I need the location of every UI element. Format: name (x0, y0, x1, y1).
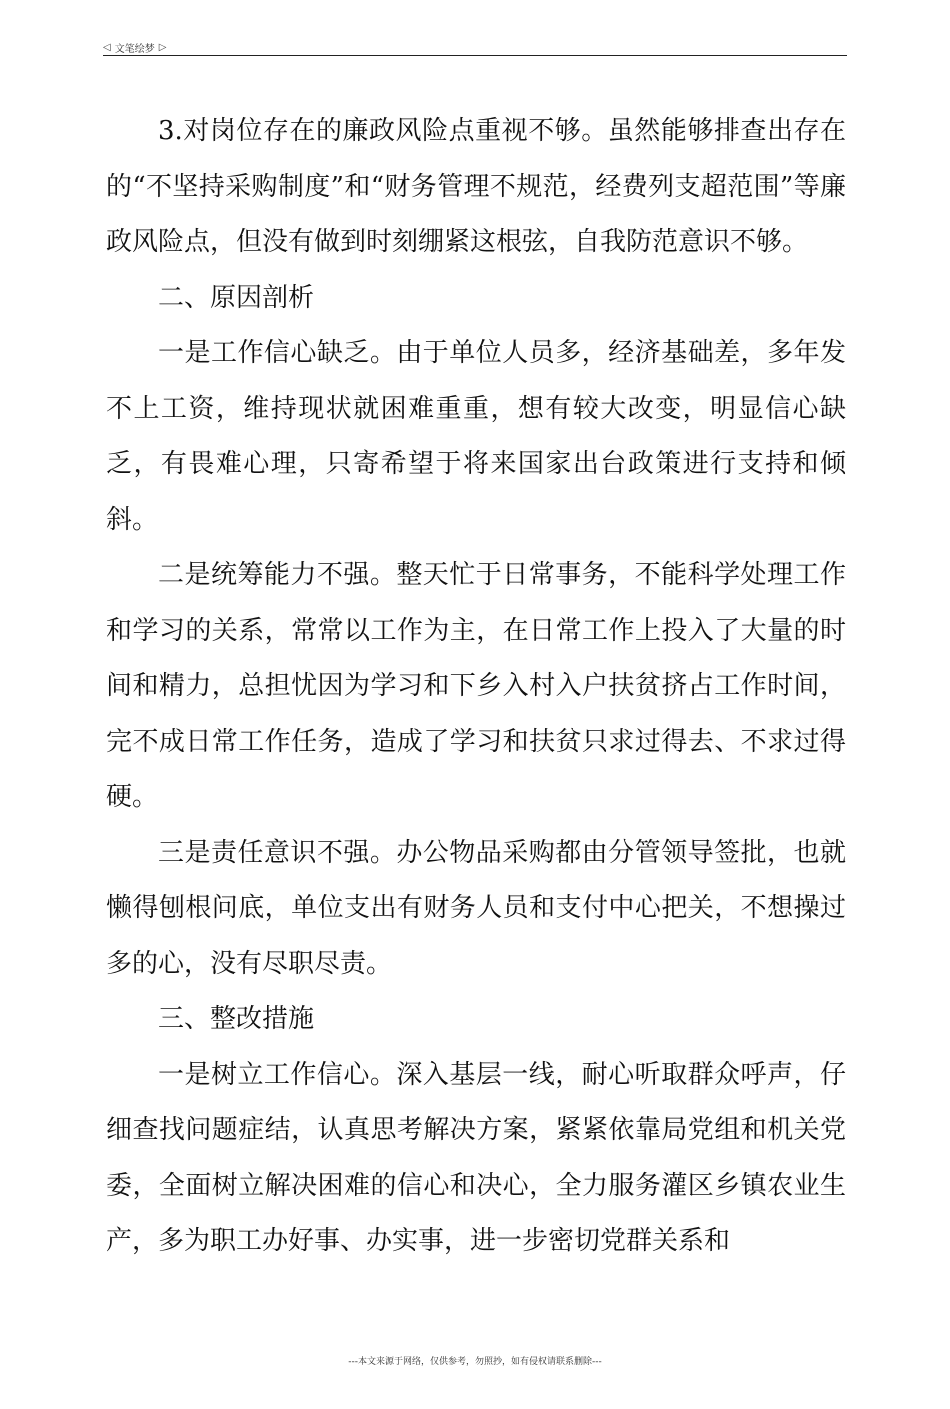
paragraph-build-confidence: 一是树立工作信心。深入基层一线，耐心听取群众呼声，仔细查找问题症结，认真思考解决方案，紧紧依靠局党组和机关党委，全面树立解决困难的信心和决心，全力服务灌区乡镇农业生产，多为职工办好事、办实事，进一步密切党群关系和 (106, 1059, 846, 1256)
header-divider (103, 55, 847, 56)
header-title: 文笔绘梦 (114, 44, 155, 55)
page-footer: ---本文来源于网络，仅供参考，勿照抄，如有侵权请联系删除--- (348, 1357, 602, 1367)
paragraph-lack-of-confidence: 一是工作信心缺乏。由于单位人员多，经济基础差，多年发不上工资，维持现状就困难重重，想有较大改变，明显信心缺乏，有畏难心理，只寄希望于将来国家出台政策进行支持和倾斜。 (106, 338, 846, 535)
paragraph-weak-coordination: 二是统筹能力不强。整天忙于日常事务，不能科学处理工作和学习的关系，常常以工作为主，在日常工作上投入了大量的时间和精力，总担忧因为学习和下乡入村入户扶贫挤占工作时间，完不成日常工作任务，造成了学习和扶贫只求过得去、不求过得硬。 (106, 560, 846, 812)
section-heading-rectification: 三、整改措施 (158, 1004, 315, 1034)
right-triangle-icon: ▷ (158, 42, 167, 53)
left-triangle-icon: ◁ (103, 42, 111, 53)
paragraph-risk-points: 3.对岗位存在的廉政风险点重视不够。虽然能够排查出存在的“不坚持采购制度”和“财务管理不规范，经费列支超范围”等廉政风险点，但没有做到时刻绷紧这根弦，自我防范意识不够。 (106, 116, 846, 257)
section-heading-cause-analysis: 二、原因剖析 (158, 282, 315, 313)
paragraph-weak-responsibility: 三是责任意识不强。办公物品采购都由分管领导签批，也就懒得刨根问底，单位支出有财务人员和支付中心把关，不想操过多的心，没有尽职尽责。 (106, 837, 846, 979)
page-header (103, 40, 166, 55)
document-body (106, 104, 846, 1270)
